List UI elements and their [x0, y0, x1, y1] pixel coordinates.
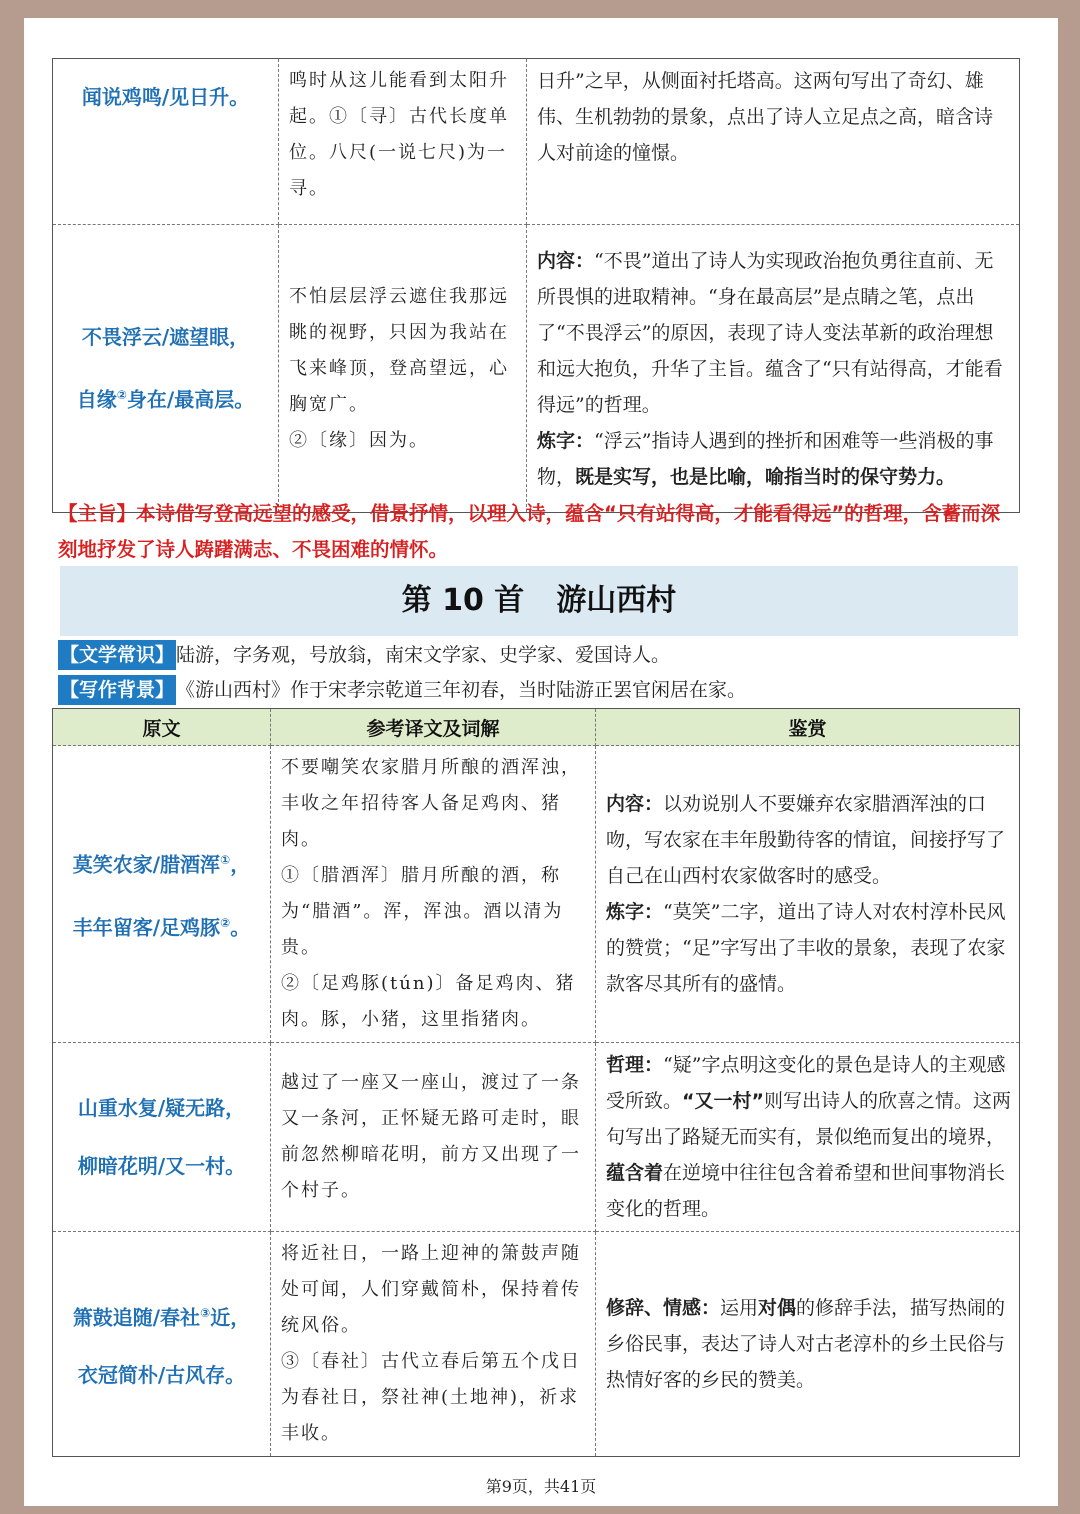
translation-main: 不要嘲笑农家腊月所酿的酒浑浊，丰收之年招待客人备足鸡肉、猪肉。: [281, 757, 581, 850]
appreciation-part: 运用: [720, 1297, 759, 1319]
background-info: [58, 673, 1018, 707]
lianzi-text-bold: 既是实写，也是比喻，喻指当时的保守势力。: [575, 465, 956, 488]
lianzi-text: “莫笑”二字，道出了诗人对农村淳朴民风的赞赏；“足”字写出了丰收的景象，表现了农家款客尽其所有的盛情。: [606, 901, 1006, 995]
original-line: [53, 831, 270, 894]
original-text: [53, 225, 279, 513]
original-line-part: 莫笑农家/腊酒浑: [72, 853, 221, 877]
table-row: [53, 1043, 1020, 1232]
appreciation-text: [596, 1043, 1020, 1232]
table-row: [53, 746, 1020, 1043]
footnote-mark: ②: [116, 388, 127, 403]
content-text: 以劝说别人不要嫌弃农家腊酒浑浊的口吻，写农家在丰年殷勤待客的情谊，间接抒写了自己在山西村农家做客时的感受。: [606, 793, 1006, 887]
translation-main: 将近社日，一路上迎神的箫鼓声随处可闻，人们穿戴简朴，保持着传统风俗。: [281, 1243, 581, 1336]
content-label: 内容：: [606, 793, 664, 815]
page-footer: 第9页，共41页: [485, 1477, 597, 1496]
appreciation-lianzi: [606, 894, 1011, 1002]
original-line: 衣冠简朴/古风存。: [77, 1363, 246, 1388]
literature-info: [58, 638, 1018, 672]
original-line: 山重水复/疑无路，: [77, 1096, 246, 1120]
lianzi-label: 炼字：: [537, 429, 595, 452]
poem-title-bar: [60, 566, 1018, 636]
original-text: [53, 1232, 271, 1457]
appreciation-content: [606, 786, 1011, 894]
appreciation-lianzi: [537, 423, 1011, 495]
appreciation-text: 日升”之早，从侧面衬托塔高。这两句写出了奇幻、雄伟、生机勃勃的景象，点出了诗人立足点之高，暗含诗人对前途的憧憬。: [527, 59, 1020, 225]
header-original: 原文: [53, 709, 271, 746]
header-translation: 参考译文及词解: [271, 709, 596, 746]
poem-title: 游山西村: [556, 583, 677, 618]
original-line-part: 丰年留客/足鸡豚: [72, 915, 221, 940]
original-line: [53, 894, 270, 957]
appreciation-text: [596, 1232, 1020, 1457]
content-text: “不畏”道出了诗人为实现政治抱负勇往直前、无所畏惧的进取精神。“身在最高层”是点睛之笔，点出了“不畏浮云”的原因，表现了诗人变法革新的政治理想和远大抱负，升华了主旨。蕴含了“只有站得高，才能看得远”的哲理。: [537, 249, 1003, 416]
background-text: 《游山西村》作于宋孝宗乾道三年初春，当时陆游正罢官闲居在家。: [176, 679, 747, 701]
original-line-part: 身在/最高层。: [126, 387, 255, 412]
table-row: [53, 1232, 1020, 1457]
appreciation-text: [527, 225, 1020, 513]
original-line: 闻说鸡鸣/见日升。: [81, 85, 250, 109]
translation-main: 不怕层层浮云遮住我那远眺的视野，只因为我站在飞来峰顶，登高望远，心胸宽广。: [289, 285, 509, 415]
appreciation-content: [537, 243, 1011, 423]
translation-note: ②〔缘〕因为。: [289, 429, 429, 451]
original-text: [53, 59, 279, 225]
footnote-mark: ③: [200, 1305, 211, 1320]
appreciation-text: [596, 746, 1020, 1043]
prev-poem-table: [52, 58, 1020, 513]
appreciation-bold: “又一村”: [682, 1090, 764, 1112]
header-appreciation: 鉴赏: [596, 709, 1020, 746]
original-text: [53, 1043, 271, 1232]
appreciation-part: 在逆境中往往包含着希望和世间事物消长变化的哲理。: [606, 1162, 1006, 1220]
content-label: 内容：: [537, 249, 595, 272]
poem-number: 第 10 首: [401, 583, 525, 618]
translation-text: [271, 1232, 596, 1457]
rhetoric-label: 修辞、情感：: [606, 1297, 721, 1319]
table-row: [53, 59, 1020, 225]
appreciation-part: “疑”字点明这变化的景色是诗人的主观感受所致。: [606, 1054, 1006, 1112]
table-header-row: [53, 709, 1020, 746]
translation-text: [279, 225, 527, 513]
literature-tag: 【文学常识】: [58, 640, 176, 670]
appreciation-bold: 对偶: [758, 1297, 797, 1319]
translation-text: 鸣时从这儿能看到太阳升起。①〔寻〕古代长度单位。八尺(一说七尺)为一寻。: [279, 59, 527, 225]
philosophy-label: 哲理：: [606, 1054, 664, 1076]
original-line: 柳暗花明/又一村。: [77, 1154, 246, 1178]
original-line-part: 近，: [210, 1305, 251, 1330]
original-line: 不畏浮云/遮望眼，: [81, 325, 250, 350]
original-line-part: 。: [230, 915, 251, 940]
theme-paragraph: 【主旨】本诗借写登高远望的感受，借景抒情，以理入诗，蕴含“只有站得高，才能看得远”的哲理，含蓄而深刻地抒发了诗人踌躇满志、不畏困难的情怀。: [58, 502, 1001, 561]
footnote-mark: ②: [220, 916, 231, 930]
literature-text: 陆游，字务观，号放翁，南宋文学家、史学家、爱国诗人。: [176, 644, 671, 666]
background-tag: 【写作背景】: [58, 675, 176, 705]
appreciation-part: 则写出诗人的欣喜之情。这两句写出了路疑无而实有，景似绝而复出的境界，: [606, 1090, 1012, 1148]
original-line: [53, 366, 278, 429]
page: [24, 18, 1058, 1506]
translation-note: ①〔腊酒浑〕腊月所酿的酒，称为“腊酒”。浑，浑浊。酒以清为贵。: [281, 865, 564, 958]
footnote-mark: ①: [220, 853, 231, 868]
original-line: [53, 1284, 270, 1347]
lianzi-label: 炼字：: [606, 901, 664, 923]
translation-note: ③〔春社〕古代立春后第五个戊日为春社日，祭社神(土地神)，祈求丰收。: [281, 1351, 581, 1444]
lianzi-text: “浮云”指诗人遇到的挫折和困难等一些消极的事物，: [537, 429, 994, 488]
translation-note: ②〔足鸡豚(tún)〕备足鸡肉、猪肉。豚，小猪，这里指猪肉。: [281, 973, 576, 1030]
appreciation-part: 的修辞手法，描写热闹的乡俗民事，表达了诗人对古老淳朴的乡土民俗与热情好客的乡民的赞美。: [606, 1297, 1006, 1391]
translation-text: [271, 746, 596, 1043]
original-line-part: ，: [230, 853, 251, 877]
original-line-part: 自缘: [76, 387, 117, 412]
original-text: [53, 746, 271, 1043]
poem10-table: [52, 708, 1020, 1457]
appreciation-bold: 蕴含着: [606, 1162, 664, 1184]
original-line-part: 箫鼓追随/春社: [72, 1305, 201, 1330]
table-row: [53, 225, 1020, 513]
translation-text: 越过了一座又一座山，渡过了一条又一条河，正怀疑无路可走时，眼前忽然柳暗花明，前方又出现了一个村子。: [271, 1043, 596, 1232]
